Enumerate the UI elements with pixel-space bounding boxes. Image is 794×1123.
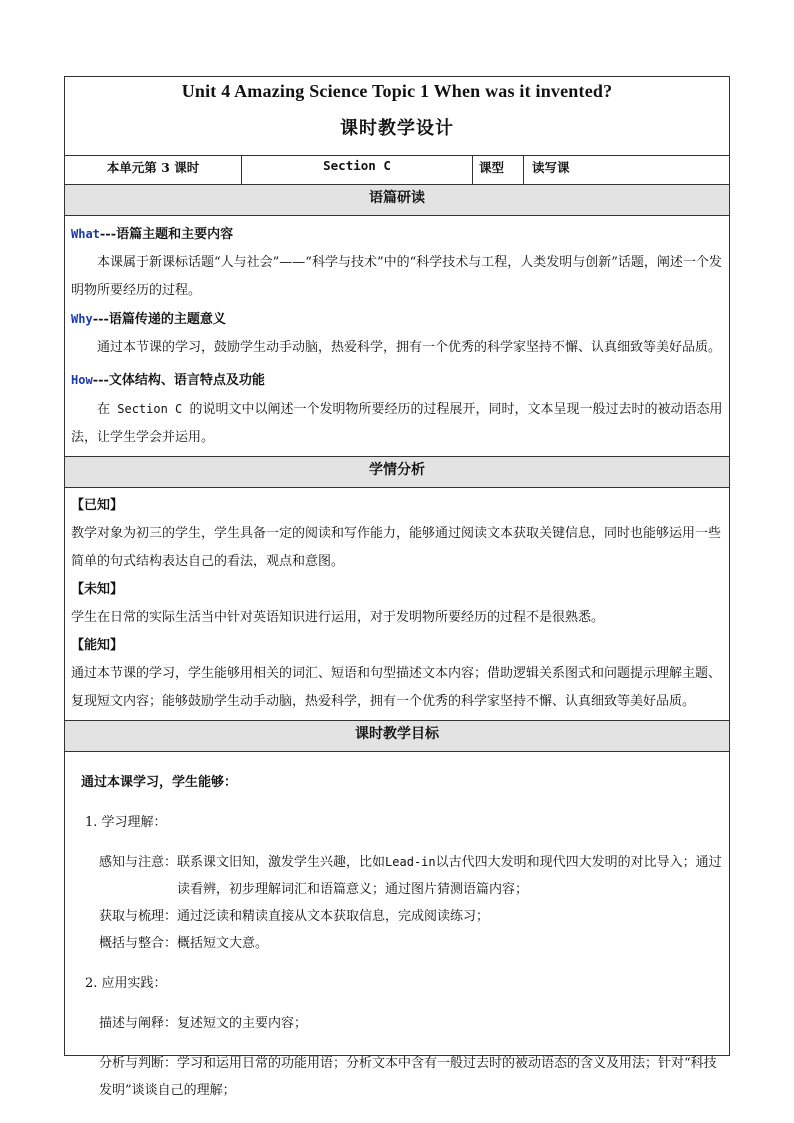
goals-intro: 通过本课学习，学生能够： [81,775,238,790]
known-label: 【已知】 [71,498,124,513]
section-header-xueqing: 学情分析 [65,456,729,488]
section-header-goals: 课时教学目标 [65,720,729,752]
why-title: ---语篇传递的主题意义 [92,312,226,327]
goal-1c-key: 概括与整合： [99,936,178,951]
goal-1b-value: 通过泛读和精读直接从文本获取信息，完成阅读练习； [177,909,490,924]
section-header-yupian: 语篇研读 [65,185,729,216]
known-text: 教学对象为初三的学生，学生具备一定的阅读和写作能力，能够通过阅读文本获取关键信息，同时也能够运用一些简单的句式结构表达自己的看法，观点和意图。 [71,526,722,569]
goal-1a [71,849,723,903]
goal-2a-value: 复述短文的主要内容； [177,1016,308,1031]
can-text: 通过本节课的学习，学生能够用相关的词汇、短语和句型描述文本内容；借助逻辑关系图式和问题提示理解主题、复现短文内容；能够鼓励学生动手动脑，热爱科学，拥有一个优秀的科学家坚持不懈、认真细致等美好品质。 [71,666,722,709]
why-text: 通过本节课的学习，鼓励学生动手动脑，热爱科学，拥有一个优秀的科学家坚持不懈、认真细致等美好品质。 [97,340,722,355]
goal-1c-value: 概括短文大意。 [177,936,269,951]
lesson-plan-table [64,76,730,1098]
goal-2b: 分析与判断：学习和运用日常的功能用语；分析文本中含有一般过去时的被动语态的含义及用法；针对“科技发明”谈谈自己的理解； [99,1056,717,1098]
goal-1a-text1: 联系课文旧知，激发学生兴趣，比如 [177,855,386,870]
title-chinese: 课时教学设计 [340,118,454,139]
can-label: 【能知】 [71,638,124,653]
title-block [65,77,729,156]
goal-1a-key: 感知与注意： [99,855,178,870]
type-label: 课型 [473,156,524,184]
title-english: Unit 4 Amazing Science Topic 1 When was it invented? [181,81,613,101]
how-label: How [71,373,93,387]
section-name: Section C [242,156,473,184]
xueqing-content [65,488,729,720]
how-text-part1: 在 [97,402,111,417]
what-title: ---语篇主题和主要内容 [99,227,234,242]
goal-item-1: 1. 学习理解： [85,815,167,830]
why-label: Why [71,312,93,326]
goal-2a-key: 描述与阐释： [99,1016,178,1031]
type-value: 读写课 [532,160,570,175]
how-title: ---文体结构、语言特点及功能 [92,373,265,388]
unknown-text: 学生在日常的实际生活当中针对英语知识进行运用，对于发明物所要经历的过程不是很熟悉。 [71,610,605,625]
goal-1a-value [177,849,723,903]
goal-1b-key: 获取与梳理： [99,909,178,924]
goal-2a [71,1010,723,1037]
how-text-part2: 的说明文中以阐述一个发明物所要经历的过程展开，同时，文本呈现一般过去时的被动语态用法，让学生学会并运用。 [71,402,723,445]
goal-1b [71,903,723,930]
goal-item-2: 2. 应用实践： [85,976,167,991]
lesson-number: 本单元第 3 课时 [65,156,242,184]
goals-content [65,752,729,1121]
unknown-label: 【未知】 [71,582,124,597]
what-text: 本课属于新课标话题“人与社会”——“科学与技术”中的“科学技术与工程，人类发明与创新”话题，阐述一个发明物所要经历的过程。 [71,255,722,298]
how-text-section: Section C [110,402,190,416]
meta-row [65,156,729,185]
goal-1c [71,930,723,957]
goal-1a-leadin: Lead-in [385,855,436,869]
how-text [71,395,723,452]
yupian-content [65,216,729,456]
what-label: What [71,227,100,241]
goal-1a-text2: 以古代四大发明和现代四大发明的对比导入；通过读看辨，初步理解词汇和语篇意义；通过图片猜测语篇内容； [177,855,722,897]
